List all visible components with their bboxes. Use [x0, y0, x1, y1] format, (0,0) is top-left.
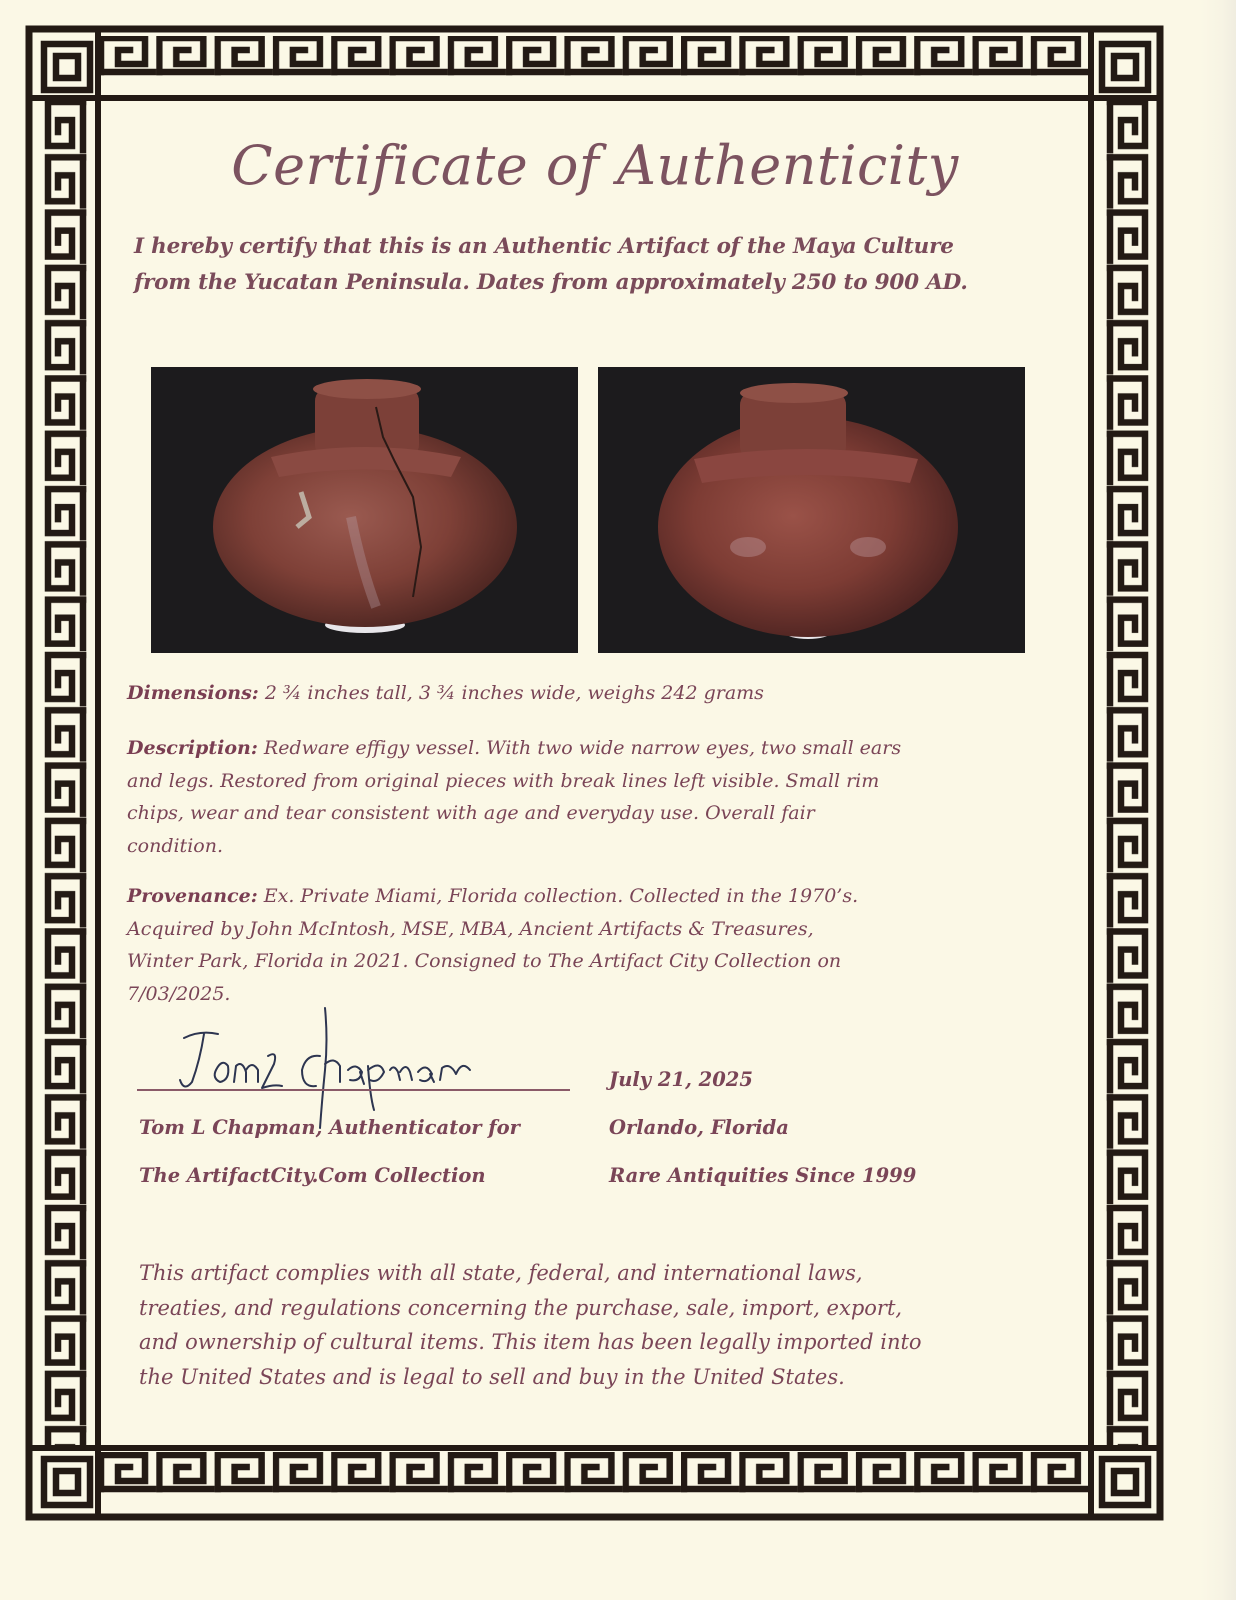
provenance-line: Acquired by John McIntosh, MSE, MBA, Ancient Artifacts & Treasures, — [127, 917, 814, 940]
legal-line: This artifact complies with all state, federal, and international laws, — [139, 1261, 863, 1285]
statement-line: from the Yucatan Peninsula. Dates from approximately 250 to 900 AD. — [134, 270, 968, 295]
dimensions-value: 2 ¾ inches tall, 3 ¾ inches wide, weighs 242 grams — [258, 682, 764, 704]
dimensions-section — [127, 677, 1057, 710]
provenance-line: Ex. Private Miami, Florida collection. Collected in the 1970’s. — [257, 885, 859, 907]
vessel-image — [151, 367, 578, 653]
statement-line: I hereby certify that this is an Authentic Artifact of the Maya Culture — [134, 234, 954, 259]
signature-line — [137, 1089, 570, 1091]
certification-statement — [134, 229, 968, 301]
authenticator-name: Tom L Chapman, Authenticator for — [139, 1116, 520, 1139]
provenance-line: Winter Park, Florida in 2021. Consigned to The Artifact City Collection on — [127, 950, 842, 972]
description-line: Redware effigy vessel. With two wide narrow eyes, two small ears — [257, 737, 902, 759]
legal-line: treaties, and regulations concerning the purchase, sale, import, export, — [139, 1295, 903, 1320]
description-label: Description: — [127, 737, 258, 759]
authenticator-block — [139, 1104, 520, 1200]
date-location-block — [609, 1056, 916, 1200]
business-tagline: Rare Antiquities Since 1999 — [609, 1164, 917, 1187]
authenticator-collection: The ArtifactCity.Com Collection — [139, 1164, 486, 1187]
provenance-section — [127, 880, 1057, 1010]
provenance-line: 7/03/2025. — [127, 982, 231, 1005]
certificate-title: Certificate of Authenticity — [231, 134, 959, 197]
provenance-label: Provenance: — [127, 885, 258, 907]
certificate-location: Orlando, Florida — [609, 1116, 789, 1139]
certificate-date: July 21, 2025 — [609, 1068, 753, 1091]
description-line: chips, wear and tear consistent with age and everyday use. Overall fair — [127, 802, 815, 824]
artifact-photo-back — [598, 367, 1025, 653]
legal-statement — [139, 1256, 1079, 1394]
description-line: condition. — [127, 834, 223, 857]
legal-line: and ownership of cultural items. This item has been legally imported into — [139, 1330, 922, 1354]
description-line: and legs. Restored from original pieces with break lines left visible. Small rim — [127, 769, 880, 792]
description-section — [127, 732, 1057, 862]
artifact-photo-front — [151, 367, 578, 653]
vessel-image — [598, 367, 1025, 653]
dimensions-label: Dimensions: — [127, 682, 259, 704]
legal-line: the United States and is legal to sell and buy in the United States. — [139, 1364, 845, 1389]
